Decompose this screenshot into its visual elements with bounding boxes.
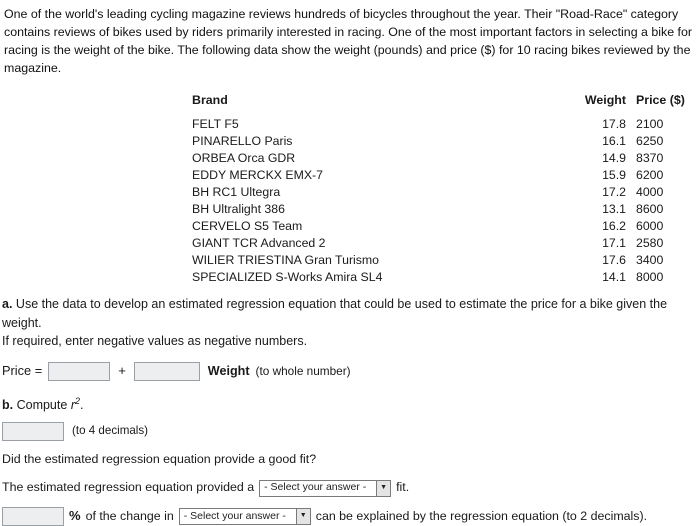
- table-row: [0, 217, 700, 234]
- row-pad: [0, 183, 192, 200]
- cell-price: 2100: [636, 116, 664, 131]
- price-label: Price =: [2, 363, 43, 379]
- row-pad: [0, 251, 192, 268]
- cell-price: 8000: [636, 269, 664, 284]
- cell-weight: 17.8: [602, 116, 626, 131]
- cell-weight: 16.2: [602, 218, 626, 233]
- slope-input[interactable]: [134, 362, 200, 381]
- cell-weight: 15.9: [602, 167, 626, 182]
- column-header-weight: Weight: [584, 93, 626, 108]
- chevron-down-icon[interactable]: ▼: [376, 481, 390, 496]
- bike-data-table: [0, 92, 700, 286]
- part-b-period: .: [80, 397, 84, 412]
- question-part-b: [0, 395, 700, 441]
- column-header-price: Price ($): [636, 93, 685, 108]
- part-b-text: Compute: [16, 397, 68, 412]
- cell-price: 2580: [636, 235, 664, 250]
- percent-input[interactable]: [2, 507, 64, 526]
- table-row: [0, 132, 700, 149]
- row-pad: [0, 217, 192, 234]
- cell-price: 6200: [636, 167, 664, 182]
- part-a-note: If required, enter negative values as negative numbers.: [2, 333, 308, 348]
- part-a-line: [2, 295, 698, 331]
- cell-price: 8370: [636, 150, 664, 165]
- question-part-a: [0, 295, 700, 380]
- table-header-row: [0, 92, 700, 116]
- cell-price: 4000: [636, 184, 664, 199]
- row-pad: [0, 115, 192, 132]
- regression-equation-row: [2, 362, 698, 381]
- cell-price: 6000: [636, 218, 664, 233]
- table-row: [0, 166, 700, 183]
- goodfit-question: Did the estimated regression equation provide a good fit?: [2, 452, 317, 467]
- table-row: [0, 234, 700, 251]
- table-row: [0, 268, 700, 285]
- part-b-label: b.: [2, 397, 14, 412]
- cell-brand: WILIER TRIESTINA Gran Turismo: [192, 252, 379, 267]
- cell-brand: SPECIALIZED S-Works Amira SL4: [192, 269, 383, 284]
- intro-text: One of the world's leading cycling magazine reviews hundreds of bicycles throughout the year. Their "Road-Race" category contains reviews of bikes used by riders primarily interested in racing. One of the most important factors in selecting a bike for racing is the weight of the bike. The following data show the weight (pounds) and price ($) for 10 racing bikes reviewed by the magazine.: [4, 7, 692, 75]
- cell-brand: PINARELLO Paris: [192, 133, 293, 148]
- cell-weight: 17.1: [602, 235, 626, 250]
- table-row: [0, 149, 700, 166]
- goodfit-select[interactable]: [259, 480, 391, 497]
- intro-paragraph: [0, 0, 700, 78]
- part-a-label: a.: [2, 297, 13, 312]
- goodfit-sentence-end: fit.: [396, 480, 410, 495]
- whole-number-note: (to whole number): [255, 363, 351, 378]
- cell-brand: BH RC1 Ultegra: [192, 184, 281, 199]
- cell-price: 6250: [636, 133, 664, 148]
- change-in-text: of the change in: [85, 508, 174, 523]
- four-decimals-note: (to 4 decimals): [72, 424, 149, 438]
- table-row: [0, 251, 700, 268]
- table-left-pad: [0, 92, 192, 116]
- intercept-input[interactable]: [48, 362, 110, 381]
- row-pad: [0, 234, 192, 251]
- cell-brand: BH Ultralight 386: [192, 201, 285, 216]
- chevron-down-icon[interactable]: ▼: [296, 509, 310, 524]
- r-squared-answer-row: [2, 422, 698, 441]
- part-b-line: [2, 395, 698, 414]
- tail-text: can be explained by the regression equation (to 2 decimals).: [315, 508, 648, 523]
- goodfit-answer-row: [2, 479, 698, 497]
- weight-word-label: Weight: [207, 364, 250, 379]
- percent-explained-row: [2, 507, 698, 526]
- row-pad: [0, 132, 192, 149]
- cell-weight: 17.2: [602, 184, 626, 199]
- cell-brand: CERVELO S5 Team: [192, 218, 303, 233]
- row-pad: [0, 268, 192, 285]
- plus-sign: +: [118, 362, 126, 378]
- cell-weight: 17.6: [602, 252, 626, 267]
- cell-weight: 13.1: [602, 201, 626, 216]
- table-body: [0, 115, 700, 285]
- cell-weight: 14.1: [602, 269, 626, 284]
- row-pad: [0, 166, 192, 183]
- cell-brand: FELT F5: [192, 116, 239, 131]
- r-squared-input[interactable]: [2, 422, 64, 441]
- cell-brand: ORBEA Orca GDR: [192, 150, 296, 165]
- cell-price: 8600: [636, 201, 664, 216]
- cell-weight: 16.1: [602, 133, 626, 148]
- cell-weight: 14.9: [602, 150, 626, 165]
- row-pad: [0, 200, 192, 217]
- table-row: [0, 183, 700, 200]
- row-pad: [0, 149, 192, 166]
- goodfit-select-value: - Select your answer -: [264, 481, 367, 494]
- goodfit-sentence-start: The estimated regression equation provided a: [2, 480, 255, 495]
- variable-select-value: - Select your answer -: [183, 509, 286, 522]
- goodfit-section: [0, 451, 700, 526]
- r-squared-symbol: $r^2$: [70, 395, 80, 412]
- cell-brand: GIANT TCR Advanced 2: [192, 235, 326, 250]
- percent-symbol: %: [69, 508, 81, 524]
- cell-brand: EDDY MERCKX EMX-7: [192, 167, 323, 182]
- variable-select[interactable]: [179, 508, 311, 525]
- part-a-text: Use the data to develop an estimated regression equation that could be used to estimate the price for a bike given the weight.: [2, 297, 668, 330]
- cell-price: 3400: [636, 252, 664, 267]
- table-row: [0, 200, 700, 217]
- table-row: [0, 115, 700, 132]
- column-header-brand: Brand: [192, 93, 228, 108]
